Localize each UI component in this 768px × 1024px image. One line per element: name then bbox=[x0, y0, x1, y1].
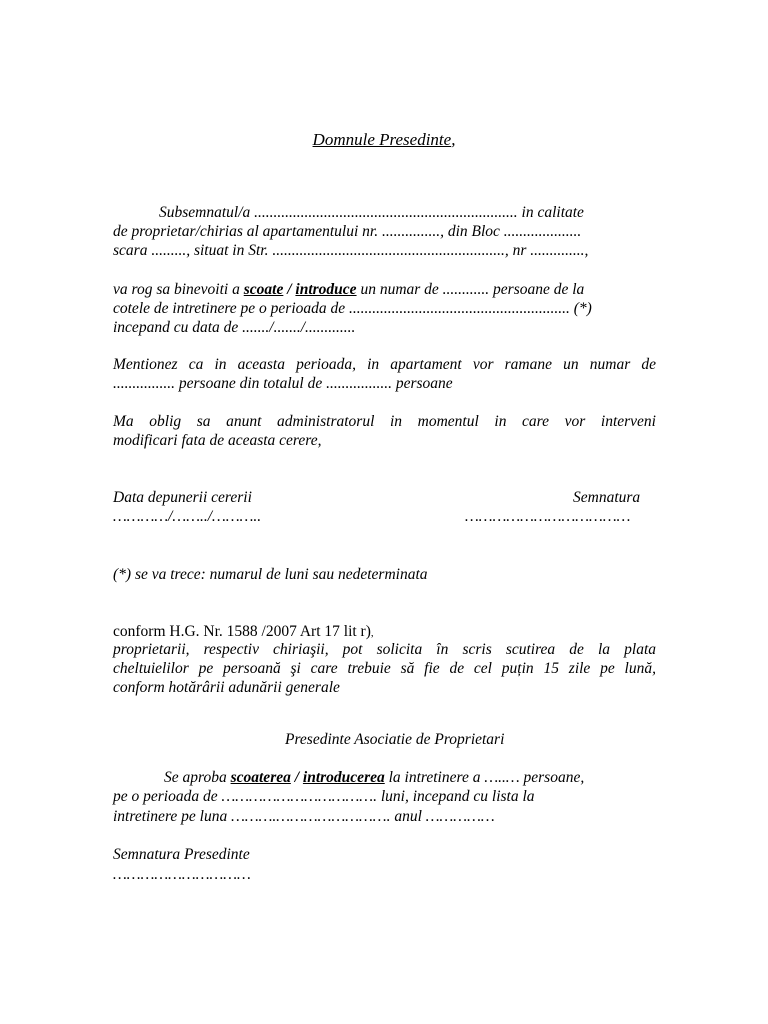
legal-line-2: proprietarii, respectiv chiriaşii, pot solicita în scris scutirea de la plata bbox=[113, 641, 656, 658]
signature-label: Semnatura bbox=[573, 489, 641, 506]
p1-line-3: scara ........., situat in Str. ............................................................, nr .............., bbox=[113, 242, 589, 259]
legal-line-4: conform hotărârii adunării generale bbox=[113, 679, 340, 696]
p2-line-2: cotele de intretinere pe o perioada de ......................................................... (*) bbox=[113, 300, 592, 317]
p3-line-2: ................ persoane din totalul de ................. persoane bbox=[113, 375, 453, 392]
p1-line-1: Subsemnatul/a .................................................................... in calitate bbox=[159, 204, 584, 221]
date-field: …………/……../……….. bbox=[113, 508, 262, 525]
p1-line-2: de proprietar/chirias al apartamentului nr. ..............., din Bloc .................... bbox=[113, 223, 582, 240]
date-label: Data depunerii cererii bbox=[113, 489, 252, 506]
option-scoate: scoate bbox=[243, 281, 284, 298]
p4-line-2: modificari fata de aceasta cerere, bbox=[113, 432, 322, 449]
president-signature-label: Semnatura Presedinte bbox=[113, 846, 250, 863]
p4-line-1: Ma oblig sa anunt administratorul in momentul in care vor interveni bbox=[113, 413, 656, 430]
signature-field: ……………………………… bbox=[465, 508, 631, 525]
p2-line-1: va rog sa binevoiti a scoate / introduce un numar de ............ persoane de la bbox=[113, 281, 585, 298]
association-title: Presedinte Asociatie de Proprietari bbox=[285, 731, 505, 748]
approval-line-3: intretinere pe luna ……….……………………. anul …………… bbox=[113, 808, 495, 825]
p3-line-1: Mentionez ca in aceasta perioada, in apartament vor ramane un numar de bbox=[113, 356, 656, 373]
document-title: Domnule Presedinte, bbox=[312, 130, 456, 149]
legal-reference: conform H.G. Nr. 1588 /2007 Art 17 lit r), bbox=[113, 623, 374, 640]
legal-line-3: cheltuielilor pe persoană şi care trebuie să fie de cel puțin 15 zile pe lună, bbox=[113, 660, 656, 677]
approval-line-1: Se aproba scoaterea / introducerea la intretinere a …..… persoane, bbox=[164, 769, 585, 786]
president-signature-field: ………………………… bbox=[113, 866, 251, 883]
p2-line-3: incepand cu data de ......./......./............. bbox=[113, 319, 356, 336]
footnote: (*) se va trece: numarul de luni sau nedeterminata bbox=[113, 566, 428, 583]
approval-line-2: pe o perioada de ……………………………. luni, incepand cu lista la bbox=[113, 788, 535, 805]
option-introduce: introduce bbox=[295, 281, 357, 298]
option-introducerea: introducerea bbox=[302, 769, 385, 786]
option-scoaterea: scoaterea bbox=[230, 769, 291, 786]
